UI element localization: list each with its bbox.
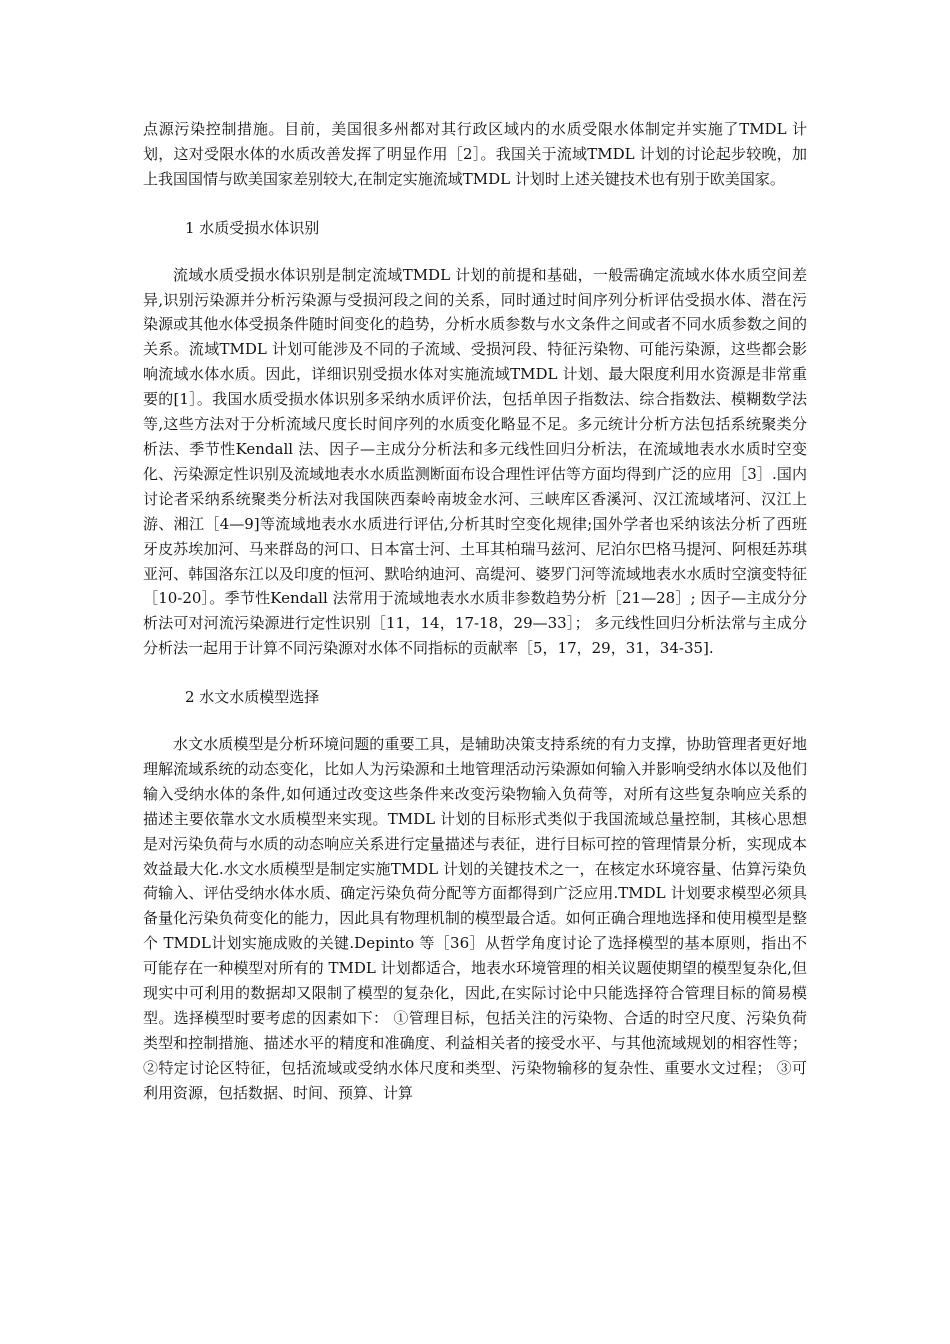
spacer (143, 710, 807, 732)
section-1-heading: 1 水质受损水体识别 (185, 218, 320, 237)
section-1-paragraph: 流域水质受损水体识别是制定流域TMDL 计划的前提和基础，一般需确定流域水体水质空间差异,识别污染源并分析污染源与受损河段之间的关系，同时通过时间序列分析评估受损水体、潜在污染源或其他水体受损条件随时间变化的趋势，分析水质参数与水文条件之间或者不同水质参数之间的关系。流域TMDL 计划可能涉及不同的子流域、受损河段、特征污染物、可能污染源，这些都会影响流域水体水质。因此，详细识别受损水体对实施流域TMDL 计划、最大限度利用水资源是非常重要的[1］。我国水质受损水体识别多采纳水质评价法，包括单因子指数法、综合指数法、模糊数学法等,这些方法对于分析流域尺度长时间序列的水质变化略显不足。多元统计分析方法包括系统聚类分析法、季节性Kendall 法、因子—主成分分析法和多元线性回归分析法，在流域地表水水质时空变化、污染源定性识别及流域地表水水质监测断面布设合理性评估等方面均得到广泛的应用［3］.国内讨论者采纳系统聚类分析法对我国陕西秦岭南坡金水河、三峡库区香溪河、汉江流域堵河、汉江上游、湘江［4—9]等流域地表水水质进行评估,分析其时空变化规律;国外学者也采纳该法分析了西班牙皮苏埃加河、马来群岛的河口、日本富士河、土耳其柏瑞马兹河、尼泊尔巴格马提河、阿根廷苏琪亚河、韩国洛东江以及印度的恒河、默哈纳迪河、高缇河、婆罗门河等流域地表水水质时空演变特征［10-20］。季节性Kendall 法常用于流域地表水水质非参数趋势分析［21—28］; 因子—主成分分析法可对河流污染源进行定性识别［11，14，17-18，29—33］； 多元线性回归分析法常与主成分分析法一起用于计算不同污染源对水体不同指标的贡献率［5，17，29，31，34-35]. (143, 265, 807, 658)
document-page (143, 117, 807, 1106)
spacer (143, 192, 807, 216)
section-2-heading: 2 水文水质模型选择 (185, 688, 320, 707)
section-2-paragraph: 水文水质模型是分析环境问题的重要工具，是辅助决策支持系统的有力支撑，协助管理者更好地理解流域系统的动态变化，比如人为污染源和土地管理活动污染源如何输入并影响受纳水体以及他们输入受纳水体的条件,如何通过改变这些条件来改变污染物输入负荷等，对所有这些复杂响应关系的描述主要依靠水文水质模型来实现。TMDL 计划的目标形式类似于我国流域总量控制，其核心思想是对污染负荷与水质的动态响应关系进行定量描述与表征，进行目标可控的管理情景分析，实现成本效益最大化.水文水质模型是制定实施TMDL 计划的关键技术之一，在核定水环境容量、估算污染负荷输入、评估受纳水体水质、确定污染负荷分配等方面都得到广泛应用.TMDL 计划要求模型必须具备量化污染负荷变化的能力，因此具有物理机制的模型最合适。如何正确合理地选择和使用模型是整个 TMDL计划实施成败的关键.Depinto 等［36］从哲学角度讨论了选择模型的基本原则，指出不可能存在一种模型对所有的 TMDL 计划都适合，地表水环境管理的相关议题使期望的模型复杂化,但现实中可利用的数据却又限制了模型的复杂化，因此,在实际讨论中只能选择符合管理目标的简易模型。选择模型时要考虑的因素如下： ①管理目标，包括关注的污染物、合适的时空尺度、污染负荷类型和控制措施、描述水平的精度和准确度、利益相关者的接受水平、与其他流域规划的相容性等； ②特定讨论区特征，包括流域或受纳水体尺度和类型、污染物输移的复杂性、重要水文过程； ③可利用资源，包括数据、时间、预算、计算 (143, 735, 807, 1102)
spacer (143, 241, 807, 263)
intro-paragraph: 点源污染控制措施。目前，美国很多州都对其行政区域内的水质受限水体制定并实施了TMDL 计划，这对受限水体的水质改善发挥了明显作用［2］。我国关于流域TMDL 计划的讨论起步较晚，加上我国国情与欧美国家差别较大,在制定实施流域TMDL 计划时上述关键技术也有别于欧美国家。 (143, 120, 807, 188)
spacer (143, 661, 807, 685)
